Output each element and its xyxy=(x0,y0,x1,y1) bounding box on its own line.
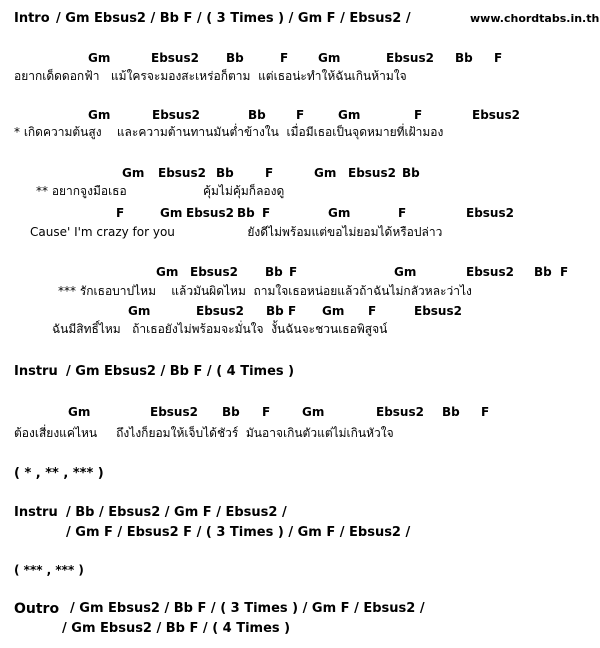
outro-label: Outro xyxy=(14,601,60,617)
chord: Bb xyxy=(455,51,473,65)
chord: F xyxy=(481,405,490,419)
chord: Gm xyxy=(322,304,345,318)
chord: Bb xyxy=(237,206,255,220)
chord: Ebsus2 xyxy=(472,108,520,122)
chord: F xyxy=(560,265,569,279)
chord: Ebsus2 xyxy=(152,108,200,122)
instru2-line1: / Bb / Ebsus2 / Gm F / Ebsus2 / xyxy=(66,505,287,520)
bridge-lyric-b: ฉันมีสิทธิ์ไหม ถ้าเธอยังไม่พร้อมจะมั่นใจ งั้นฉันจะชวนเธอพิสูจน์ xyxy=(52,322,388,336)
chord: Ebsus2 xyxy=(196,304,244,318)
bridge-lyric-a: *** รักเธอบาปไหม แล้วมันผิดไหม ถามใจเธอหน่อยแล้วถ้าฉันไม่กลัวหละว่าไง xyxy=(58,284,472,298)
instru1-label: Instru xyxy=(14,364,58,379)
chord: Gm xyxy=(302,405,325,419)
intro-progression: / Gm Ebsus2 / Bb F / ( 3 Times ) / Gm F / Ebsus2 / xyxy=(56,11,411,26)
chord: F xyxy=(262,206,271,220)
chord: Ebsus2 xyxy=(190,265,238,279)
chord: F xyxy=(288,304,297,318)
chord: Gm xyxy=(156,265,179,279)
chord: Ebsus2 xyxy=(466,265,514,279)
chorus2-lyric-b: Cause' I'm crazy for you ยังดีไม่พร้อมแต่ขอไม่ยอมได้หรือปล่าว xyxy=(30,225,443,239)
chord: F xyxy=(296,108,305,122)
chord: Gm xyxy=(88,108,111,122)
verse1-lyric: อยากเด็ดดอกฟ้า แม้ใครจะมองสะเหร่อก็ตาม แต่เธอน่ะทำให้ฉันเกินห้ามใจ xyxy=(14,69,407,83)
chord: Gm xyxy=(314,166,337,180)
chord: Gm xyxy=(128,304,151,318)
chord: Bb xyxy=(226,51,244,65)
chord: Gm xyxy=(122,166,145,180)
site-watermark: www.chordtabs.in.th xyxy=(470,12,600,25)
chord: F xyxy=(116,206,125,220)
chord: Ebsus2 xyxy=(414,304,462,318)
chord: Gm xyxy=(318,51,341,65)
chord: Bb xyxy=(216,166,234,180)
chord: Gm xyxy=(160,206,183,220)
chord: F xyxy=(280,51,289,65)
instru2-label: Instru xyxy=(14,505,58,520)
verse2-lyric: ต้องเสี่ยงแค่ไหน ถึงไงก็ยอมให้เจ็บได้ชัวร์ มันอาจเกินตัวแต่ไม่เกินหัวใจ xyxy=(14,426,394,440)
chord: F xyxy=(494,51,503,65)
chord: Gm xyxy=(88,51,111,65)
chord: Gm xyxy=(338,108,361,122)
chord: Bb xyxy=(248,108,266,122)
chord: F xyxy=(262,405,271,419)
instru2-line2: / Gm F / Ebsus2 F / ( 3 Times ) / Gm F / Ebsus2 / xyxy=(66,525,411,540)
chord: Ebsus2 xyxy=(151,51,199,65)
instru1-progression: / Gm Ebsus2 / Bb F / ( 4 Times ) xyxy=(66,364,295,379)
chord: F xyxy=(414,108,423,122)
chord: Ebsus2 xyxy=(150,405,198,419)
chord: Ebsus2 xyxy=(186,206,234,220)
chord: Ebsus2 xyxy=(348,166,396,180)
chord: F xyxy=(289,265,298,279)
chord: Bb xyxy=(442,405,460,419)
repeat-marker-2: ( *** , *** ) xyxy=(14,563,84,577)
outro-line1: / Gm Ebsus2 / Bb F / ( 3 Times ) / Gm F / Ebsus2 / xyxy=(70,601,425,616)
repeat-marker-1: ( * , ** , *** ) xyxy=(14,466,104,481)
chord: Ebsus2 xyxy=(386,51,434,65)
outro-line2: / Gm Ebsus2 / Bb F / ( 4 Times ) xyxy=(62,621,291,636)
chord: F xyxy=(265,166,274,180)
chord: Gm xyxy=(328,206,351,220)
chord: Ebsus2 xyxy=(466,206,514,220)
chord: Bb xyxy=(534,265,552,279)
chorus1-lyric: * เกิดความต้นสูง และความต้านทานมันต่ำข้างใน เมื่อมีเธอเป็นจุดหมายที่เฝ้ามอง xyxy=(14,125,444,139)
chord: F xyxy=(368,304,377,318)
chorus2-lyric-a: ** อยากจูงมือเธอ คุ้มไม่คุ้มก็ลองดู xyxy=(36,184,285,198)
chord: Ebsus2 xyxy=(376,405,424,419)
chord: Bb xyxy=(265,265,283,279)
chord: Gm xyxy=(68,405,91,419)
chord: Bb xyxy=(222,405,240,419)
chord: Ebsus2 xyxy=(158,166,206,180)
intro-label: Intro xyxy=(14,11,50,26)
chord: Bb xyxy=(402,166,420,180)
chord: Gm xyxy=(394,265,417,279)
chord: Bb xyxy=(266,304,284,318)
chord: F xyxy=(398,206,407,220)
